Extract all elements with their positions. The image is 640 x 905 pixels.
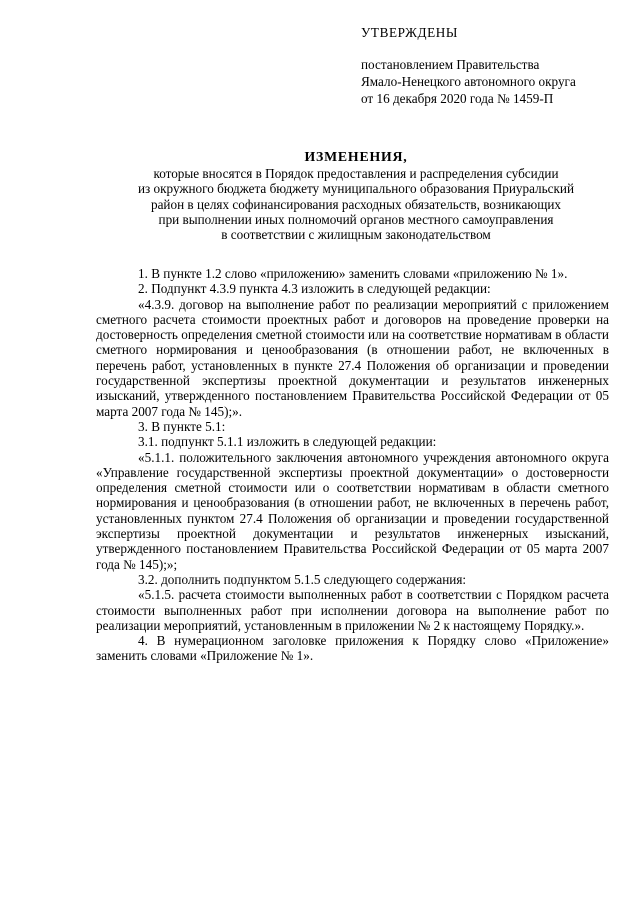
heading-line: которые вносятся в Порядок предоставления и распределения субсидии [153, 166, 559, 181]
paragraph-1: 1. В пункте 1.2 слово «приложению» заменить словами «приложению № 1». [138, 266, 568, 281]
paragraph-5-1-1: «5.1.1. положительного заключения автономного учреждения автономного округа «Управление государственной экспертизы проектной документации» о достоверности определения сметной стоимости или о соответствии нормативам в области сметного нормирования и ценообразования (в отношении работ, не включенных в перечень работ, установленных пунктом 27.4 Положения об организации и проведении государственной экспертизы проектной документации и результатов инженерных изысканий, утвержденного постановлением Правительства Российской Федерации от 05 марта 2007 года № 145);»; [96, 449, 609, 572]
approval-line: от 16 декабря 2020 года № 1459-П [361, 91, 554, 106]
paragraph-5-1-5: «5.1.5. расчета стоимости выполненных работ в соответствии с Порядком расчета стоимости выполненных работ при исполнении договора на выполнение работ по реализации мероприятий, установленным в приложении № 2 к настоящему Порядку.». [96, 587, 609, 633]
document-heading [96, 148, 616, 242]
paragraph-3: 3. В пункте 5.1: [138, 418, 226, 434]
heading-title: ИЗМЕНЕНИЯ, [304, 149, 408, 164]
heading-line: район в целях софинансирования расходных обязательств, возникающих [150, 196, 562, 212]
approval-line: Ямало-Ненецкого автономного округа [361, 74, 576, 89]
approval-block [361, 24, 631, 107]
paragraph-4-3-9: «4.3.9. договор на выполнение работ по реализации мероприятий с приложением сметного расчета стоимости проектных работ и договоров на проведение проверки на достоверность определения сметной стоимости или на соответствие нормативам в области сметного нормирования и ценообразования (в отношении работ, не включенных в перечень работ, установленных в пункте 27.4 Положения об организации и проведении государственной экспертизы проектной документации и результатов инженерных изысканий, утвержденного постановлением Правительства Российской Федерации от 05 марта 2007 года № 145);». [96, 296, 609, 419]
approval-title: УТВЕРЖДЕНЫ [361, 25, 459, 40]
heading-line: в соответствии с жилищным законодательством [221, 227, 491, 243]
document-body [96, 266, 609, 664]
paragraph-4: 4. В нумерационном заголовке приложения к Порядку слово «Приложение» заменить словами «Приложение № 1». [96, 633, 609, 664]
heading-line: при выполнении иных полномочий органов местного самоуправления [158, 211, 554, 227]
paragraph-3-2: 3.2. дополнить подпунктом 5.1.5 следующего содержания: [138, 571, 467, 587]
approval-line: постановлением Правительства [361, 57, 540, 72]
heading-line: из окружного бюджета бюджету муниципального образования Приуральский [137, 181, 575, 197]
paragraph-3-1: 3.1. подпункт 5.1.1 изложить в следующей редакции: [138, 434, 437, 450]
paragraph-2: 2. Подпункт 4.3.9 пункта 4.3 изложить в следующей редакции: [138, 281, 491, 297]
